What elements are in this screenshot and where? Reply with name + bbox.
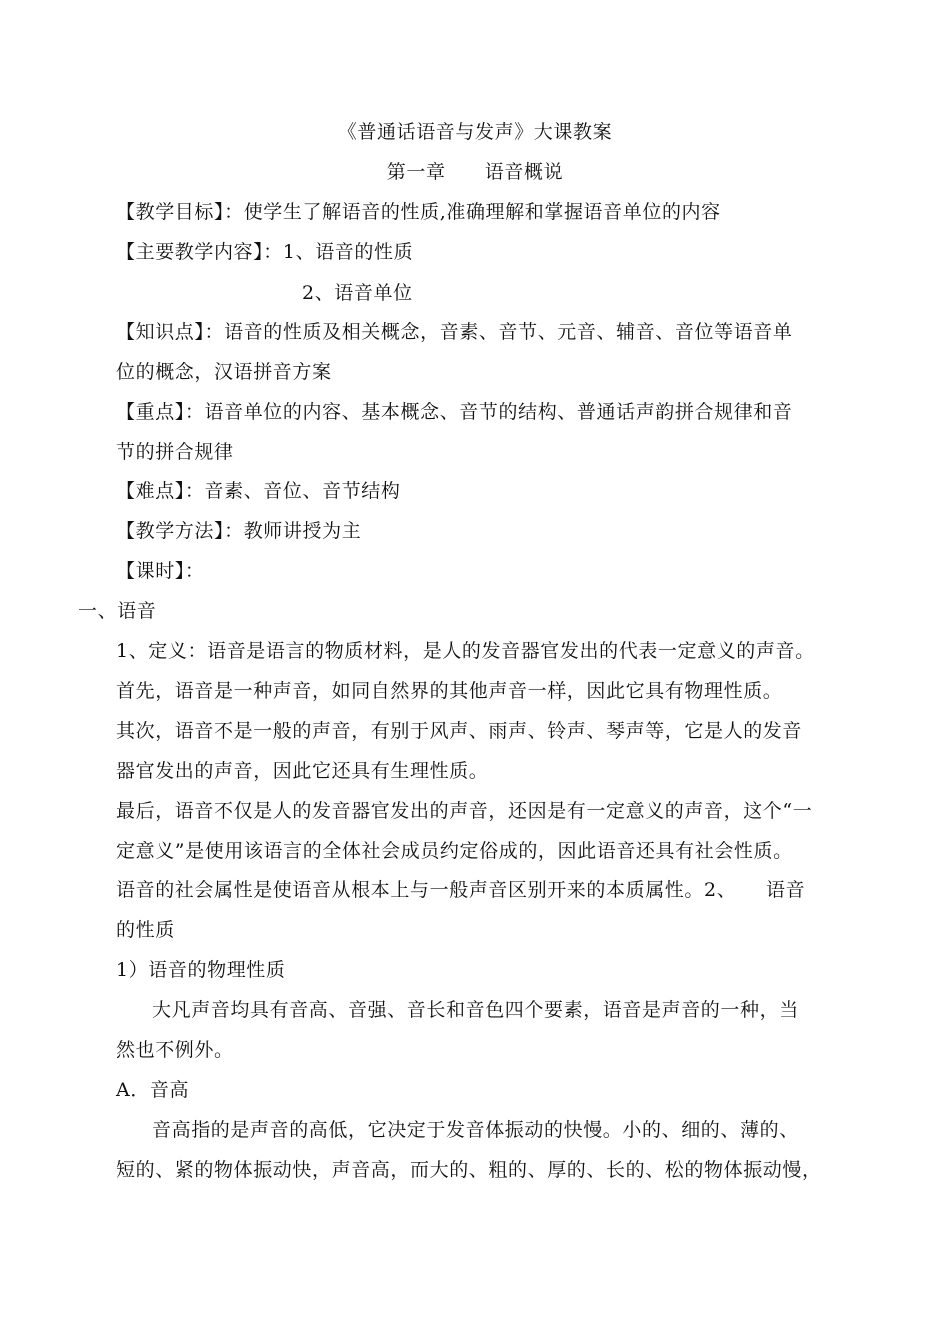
key-points-line-1: 【重点】：语音单位的内容、基本概念、音节的结构、普通话声韵拼合规律和音	[116, 401, 793, 423]
class-hours: 【课时】：	[116, 560, 205, 582]
paragraph-second-line-1: 其次，语音不是一般的声音，有别于风声、雨声、铃声、琴声等，它是人的发音	[116, 720, 803, 742]
chapter-heading: 第一章 语音概说	[386, 161, 564, 183]
teaching-objective: 【教学目标】：使学生了解语音的性质,准确理解和掌握语音单位的内容	[116, 201, 721, 223]
paragraph-first: 首先，语音是一种声音，如同自然界的其他声音一样，因此它具有物理性质。	[116, 680, 783, 702]
knowledge-points-line-1: 【知识点】：语音的性质及相关概念，音素、音节、元音、辅音、音位等语音单	[116, 321, 793, 343]
paragraph-last-line-1: 最后，语音不仅是人的发音器官发出的声音，还因是有一定意义的声音，这个“一	[116, 800, 813, 822]
teaching-method: 【教学方法】：教师讲授为主	[116, 520, 362, 542]
main-content-item-2: 2、语音单位	[302, 282, 413, 304]
pitch-paragraph-line-1: 音高指的是声音的高低，它决定于发音体振动的快慢。小的、细的、薄的、	[152, 1119, 799, 1141]
knowledge-points-line-2: 位的概念，汉语拼音方案	[116, 361, 332, 383]
social-attribute-line-2: 的性质	[116, 919, 175, 941]
key-points-line-2: 节的拼合规律	[116, 441, 234, 463]
main-content-item-1: 【主要教学内容】：1、语音的性质	[116, 241, 414, 263]
difficulties: 【难点】：音素、音位、音节结构	[116, 480, 401, 502]
definition-paragraph: 1、定义：语音是语言的物质材料，是人的发音器官发出的代表一定意义的声音。	[116, 640, 815, 662]
paragraph-second-line-2: 器官发出的声音，因此它还具有生理性质。	[116, 760, 489, 782]
social-attribute-line-1: 语音的社会属性是使语音从根本上与一般声音区别开来的本质属性。2、 语音	[116, 879, 806, 901]
physical-properties-line-1: 大凡声音均具有音高、音强、音长和音色四个要素，语音是声音的一种，当	[152, 999, 799, 1021]
section-heading: 一、语音	[78, 600, 157, 622]
physical-properties-line-2: 然也不例外。	[116, 1039, 234, 1061]
subheading-pitch: A．音高	[116, 1079, 190, 1101]
paragraph-last-line-2: 定意义”是使用该语言的全体社会成员约定俗成的，因此语音还具有社会性质。	[116, 840, 793, 862]
subheading-physical-properties: 1）语音的物理性质	[116, 959, 286, 981]
document-title: 《普通话语音与发声》大课教案	[337, 121, 613, 143]
pitch-paragraph-line-2: 短的、紧的物体振动快，声音高，而大的、粗的、厚的、长的、松的物体振动慢，	[116, 1159, 822, 1181]
